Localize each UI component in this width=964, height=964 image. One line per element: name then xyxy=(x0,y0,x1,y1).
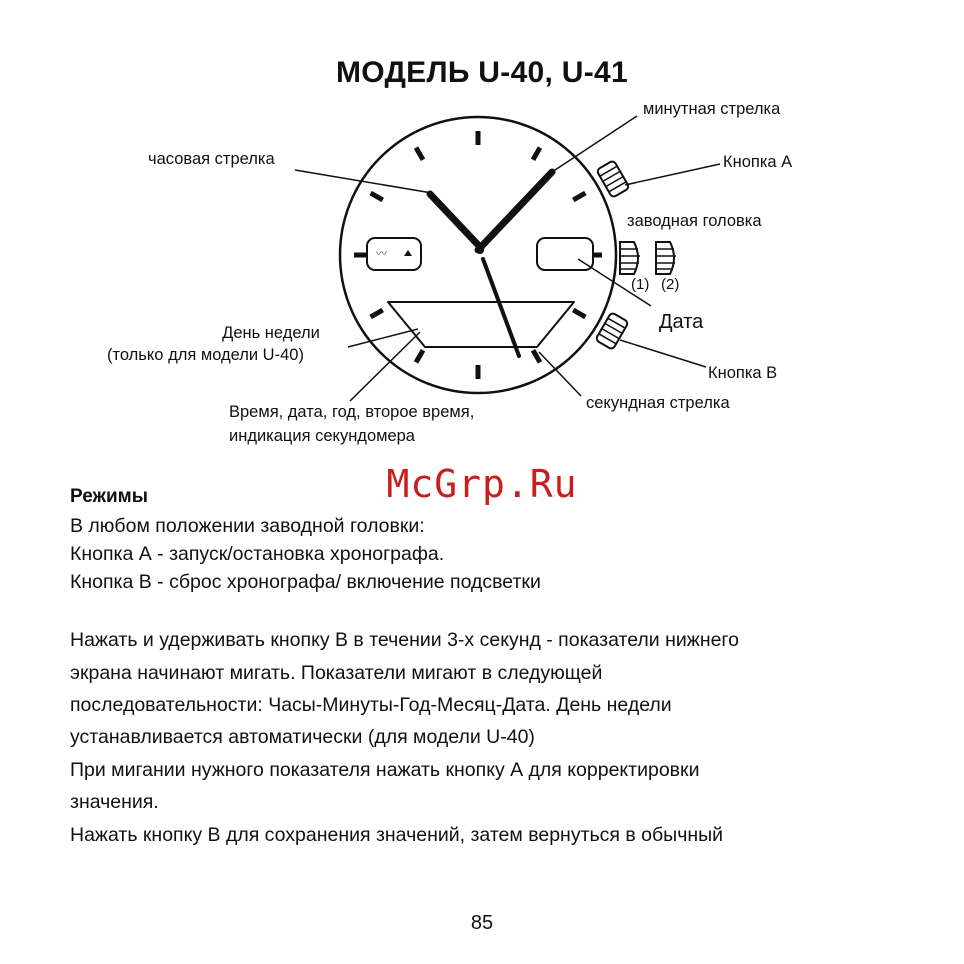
body-line: экрана начинают мигать. Показатели мигают в следующей xyxy=(70,662,603,684)
button-b-label: Кнопка В xyxy=(708,364,778,382)
main-display-label: Время, дата, год, второе время, xyxy=(229,403,475,421)
body-line: устанавливается автоматически (для модели U-40) xyxy=(70,726,535,748)
date-label: Дата xyxy=(659,311,704,333)
button-a-label: Кнопка А xyxy=(723,153,793,171)
modes-line: Кнопка В - сброс хронографа/ включение подсветки xyxy=(70,571,541,593)
hour-hand-label: часовая стрелка xyxy=(148,150,275,168)
weekday-label: День недели xyxy=(222,324,320,342)
minute-hand-label: минутная стрелка xyxy=(643,100,781,118)
crown-position-2-label: (2) xyxy=(661,276,680,293)
signal-icon: 〰 xyxy=(376,247,387,260)
crown-position-1-label: (1) xyxy=(631,276,650,293)
modes-line: В любом положении заводной головки: xyxy=(70,515,425,537)
main-display-label-line2: индикация секундомера xyxy=(229,427,415,445)
crown-pulled-icon xyxy=(656,242,676,274)
crown-label: заводная головка xyxy=(627,212,762,230)
body-line: Нажать и удерживать кнопку В в течении 3-х секунд - показатели нижнего xyxy=(70,629,739,651)
body-line: значения. xyxy=(70,791,159,813)
page-title: МОДЕЛЬ U-40, U-41 xyxy=(335,56,629,89)
body-line: При мигании нужного показателя нажать кнопку А для корректировки xyxy=(70,759,700,781)
date-display xyxy=(537,238,593,270)
page-number: 85 xyxy=(470,912,494,934)
weekday-note-label: (только для модели U-40) xyxy=(107,346,304,364)
crown-icon xyxy=(620,242,640,274)
watermark: McGrp.Ru xyxy=(386,462,578,506)
section-heading: Режимы xyxy=(70,486,148,507)
body-line: Нажать кнопку В для сохранения значений, затем вернуться в обычный xyxy=(70,824,724,846)
second-hand-label: секундная стрелка xyxy=(586,394,730,412)
body-line: последовательности: Часы-Минуты-Год-Месяц-Дата. День недели xyxy=(70,694,672,716)
modes-line: Кнопка А - запуск/остановка хронографа. xyxy=(70,543,445,565)
